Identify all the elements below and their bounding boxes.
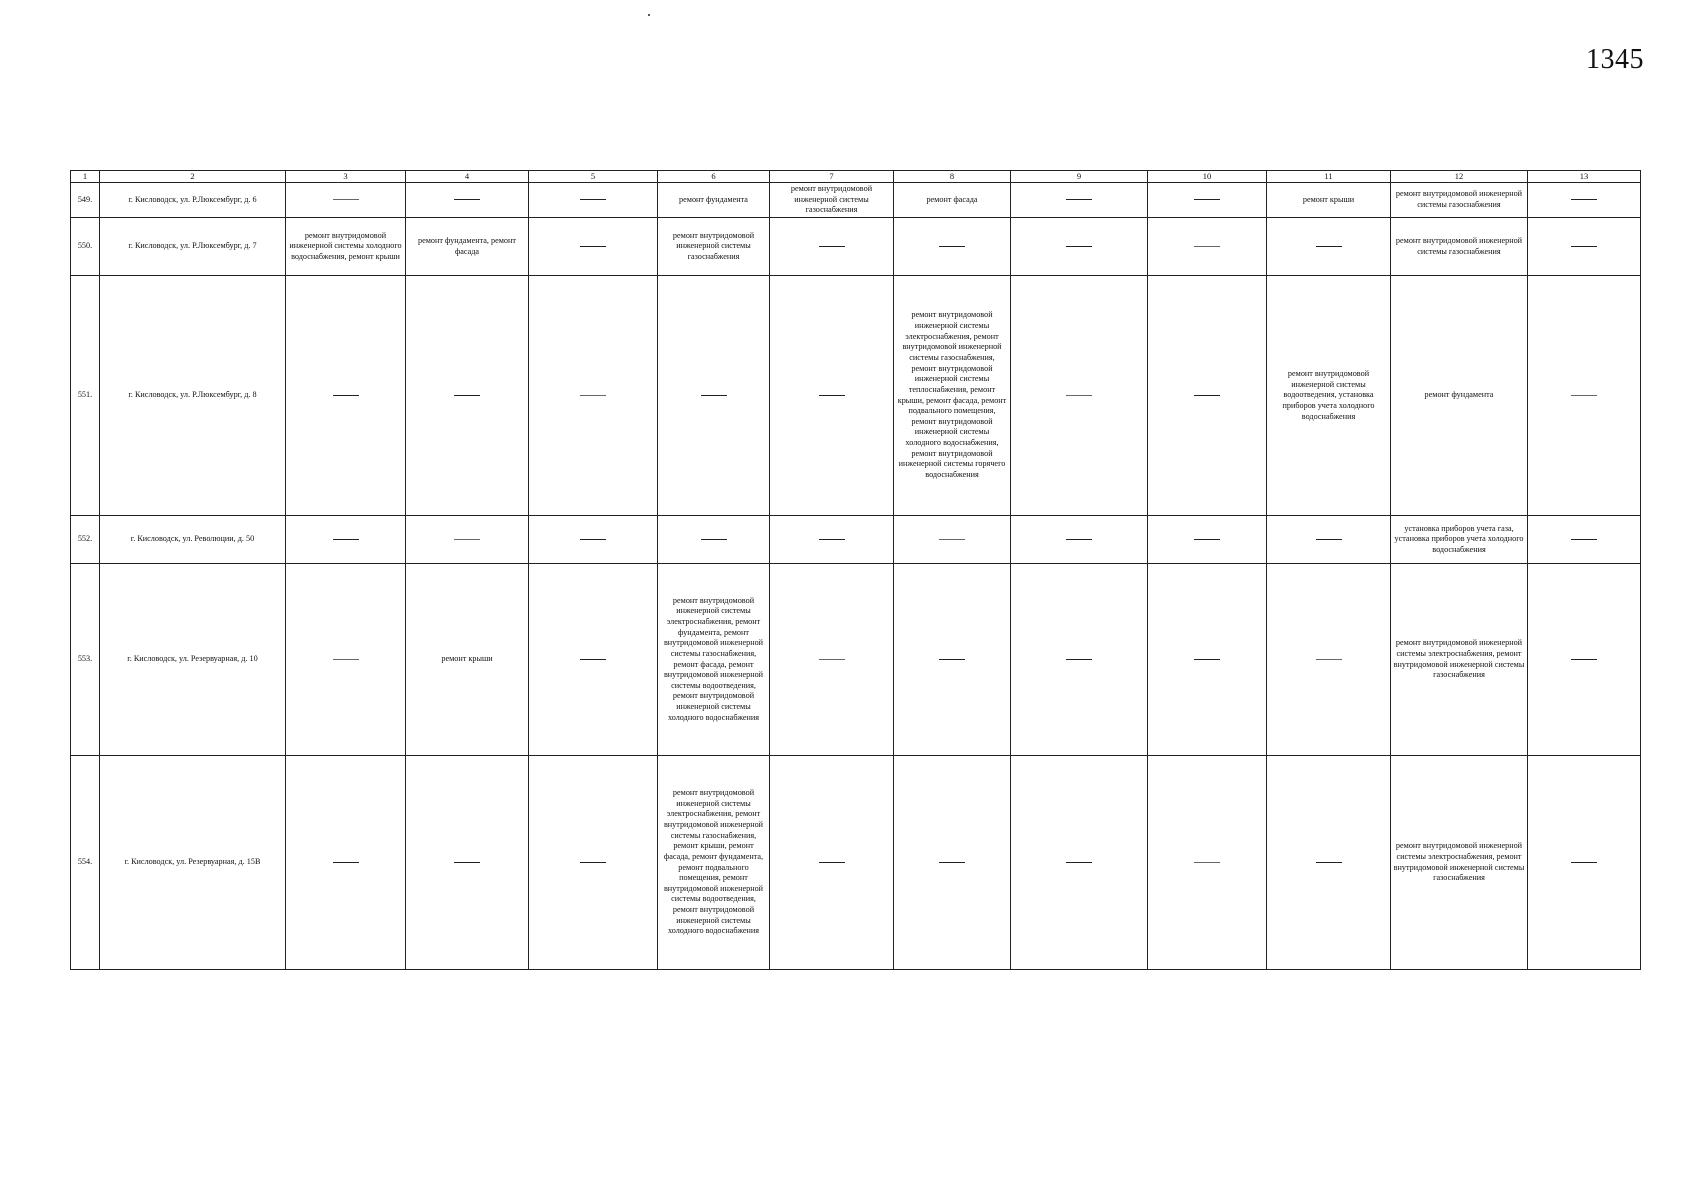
empty-dash-cell: [770, 516, 894, 564]
empty-dash-cell: [286, 516, 406, 564]
column-header-12: 12: [1391, 171, 1528, 183]
empty-dash-cell: [286, 756, 406, 970]
column-header-8: 8: [894, 171, 1011, 183]
work-type-cell: ремонт крыши: [406, 564, 529, 756]
column-header-2: 2: [100, 171, 286, 183]
dash-mark: [1066, 199, 1092, 200]
empty-dash-cell: [1011, 218, 1148, 276]
dash-mark: [580, 539, 606, 540]
dash-mark: [580, 246, 606, 247]
empty-dash-cell: [529, 218, 658, 276]
work-type-cell: ремонт фундамента, ремонт фасада: [406, 218, 529, 276]
column-header-5: 5: [529, 171, 658, 183]
dash-mark: [333, 862, 359, 863]
work-type-cell: ремонт фундамента: [1391, 276, 1528, 516]
work-type-cell: ремонт внутридомовой инженерной системы электроснабжения, ремонт фундамента, ремонт внутридомовой инженерной системы газоснабжения, ремонт фасада, ремонт внутридомовой инженерной системы водоотведения, ремонт внутридомовой инженерной системы холодного водоснабжения: [658, 564, 770, 756]
column-header-4: 4: [406, 171, 529, 183]
table-row: [71, 516, 1641, 564]
scan-speck: [648, 14, 650, 16]
header-row: [71, 171, 1641, 183]
address-cell: г. Кисловодск, ул. Р.Люксембург, д. 6: [100, 183, 286, 218]
dash-mark: [1316, 246, 1342, 247]
work-type-cell: ремонт внутридомовой инженерной системы электроснабжения, ремонт внутридомовой инженерной системы газоснабжения: [1391, 564, 1528, 756]
dash-mark: [1194, 246, 1220, 247]
dash-mark: [333, 199, 359, 200]
dash-mark: [1571, 539, 1597, 540]
dash-mark: [580, 659, 606, 660]
empty-dash-cell: [406, 183, 529, 218]
empty-dash-cell: [406, 756, 529, 970]
work-type-cell: ремонт внутридомовой инженерной системы холодного водоснабжения, ремонт крыши: [286, 218, 406, 276]
dash-mark: [1194, 395, 1220, 396]
empty-dash-cell: [1267, 756, 1391, 970]
empty-dash-cell: [1011, 516, 1148, 564]
empty-dash-cell: [894, 564, 1011, 756]
dash-mark: [819, 862, 845, 863]
dash-mark: [1066, 539, 1092, 540]
empty-dash-cell: [658, 276, 770, 516]
empty-dash-cell: [1148, 218, 1267, 276]
empty-dash-cell: [286, 564, 406, 756]
row-number: 554.: [71, 756, 100, 970]
empty-dash-cell: [770, 218, 894, 276]
dash-mark: [819, 539, 845, 540]
dash-mark: [1571, 246, 1597, 247]
empty-dash-cell: [894, 218, 1011, 276]
work-type-cell: ремонт внутридомовой инженерной системы электроснабжения, ремонт внутридомовой инженерной системы газоснабжения, ремонт крыши, ремонт фасада, ремонт фундамента, ремонт подвального помещения, ремонт внутридомовой инженерной системы водоотведения, ремонт внутридомовой инженерной системы холодного водоснабжения: [658, 756, 770, 970]
work-type-cell: ремонт внутридомовой инженерной системы электроснабжения, ремонт внутридомовой инженерной системы газоснабжения, ремонт внутридомовой инженерной системы теплоснабжения, ремонт крыши, ремонт фасада, ремонт подвального помещения, ремонт внутридомовой инженерной системы холодного водоснабжения, ремонт внутридомовой инженерной системы горячего водоснабжения: [894, 276, 1011, 516]
dash-mark: [819, 659, 845, 660]
work-type-cell: ремонт фасада: [894, 183, 1011, 218]
column-header-3: 3: [286, 171, 406, 183]
empty-dash-cell: [406, 276, 529, 516]
empty-dash-cell: [770, 756, 894, 970]
dash-mark: [1316, 862, 1342, 863]
row-number: 549.: [71, 183, 100, 218]
dash-mark: [580, 395, 606, 396]
table-row: [71, 564, 1641, 756]
repair-schedule-table: [70, 170, 1641, 970]
column-header-13: 13: [1528, 171, 1641, 183]
empty-dash-cell: [1267, 516, 1391, 564]
empty-dash-cell: [1148, 276, 1267, 516]
row-number: 553.: [71, 564, 100, 756]
address-cell: г. Кисловодск, ул. Резервуарная, д. 10: [100, 564, 286, 756]
dash-mark: [1571, 395, 1597, 396]
work-type-cell: ремонт внутридомовой инженерной системы водоотведения, установка приборов учета холодного водоснабжения: [1267, 276, 1391, 516]
address-cell: г. Кисловодск, ул. Р.Люксембург, д. 8: [100, 276, 286, 516]
address-cell: г. Кисловодск, ул. Резервуарная, д. 15В: [100, 756, 286, 970]
page-number: 1345: [1586, 44, 1644, 75]
empty-dash-cell: [1528, 516, 1641, 564]
empty-dash-cell: [1011, 564, 1148, 756]
empty-dash-cell: [1528, 756, 1641, 970]
column-header-6: 6: [658, 171, 770, 183]
work-type-cell: установка приборов учета газа, установка приборов учета холодного водоснабжения: [1391, 516, 1528, 564]
table-row: [71, 756, 1641, 970]
work-type-cell: ремонт внутридомовой инженерной системы газоснабжения: [1391, 218, 1528, 276]
empty-dash-cell: [1011, 183, 1148, 218]
column-header-9: 9: [1011, 171, 1148, 183]
address-cell: г. Кисловодск, ул. Р.Люксембург, д. 7: [100, 218, 286, 276]
row-number: 550.: [71, 218, 100, 276]
empty-dash-cell: [1148, 756, 1267, 970]
dash-mark: [939, 862, 965, 863]
work-type-cell: ремонт фундамента: [658, 183, 770, 218]
empty-dash-cell: [286, 183, 406, 218]
row-number: 552.: [71, 516, 100, 564]
dash-mark: [701, 539, 727, 540]
dash-mark: [1066, 246, 1092, 247]
empty-dash-cell: [1528, 183, 1641, 218]
empty-dash-cell: [529, 276, 658, 516]
empty-dash-cell: [770, 276, 894, 516]
empty-dash-cell: [1148, 564, 1267, 756]
dash-mark: [1194, 199, 1220, 200]
dash-mark: [701, 395, 727, 396]
empty-dash-cell: [894, 756, 1011, 970]
dash-mark: [939, 659, 965, 660]
dash-mark: [819, 246, 845, 247]
dash-mark: [1066, 659, 1092, 660]
column-header-10: 10: [1148, 171, 1267, 183]
empty-dash-cell: [1267, 218, 1391, 276]
work-type-cell: ремонт внутридомовой инженерной системы электроснабжения, ремонт внутридомовой инженерной системы газоснабжения: [1391, 756, 1528, 970]
table-body: [71, 183, 1641, 970]
dash-mark: [939, 246, 965, 247]
dash-mark: [454, 395, 480, 396]
empty-dash-cell: [658, 516, 770, 564]
dash-mark: [333, 395, 359, 396]
dash-mark: [333, 539, 359, 540]
empty-dash-cell: [1148, 516, 1267, 564]
table-row: [71, 276, 1641, 516]
work-type-cell: ремонт внутридомовой инженерной системы газоснабжения: [658, 218, 770, 276]
table-row: [71, 218, 1641, 276]
dash-mark: [333, 659, 359, 660]
dash-mark: [1316, 539, 1342, 540]
empty-dash-cell: [529, 516, 658, 564]
empty-dash-cell: [770, 564, 894, 756]
dash-mark: [454, 199, 480, 200]
empty-dash-cell: [529, 756, 658, 970]
address-cell: г. Кисловодск, ул. Революции, д. 50: [100, 516, 286, 564]
work-type-cell: ремонт крыши: [1267, 183, 1391, 218]
dash-mark: [1066, 862, 1092, 863]
dash-mark: [1571, 659, 1597, 660]
empty-dash-cell: [529, 564, 658, 756]
dash-mark: [454, 862, 480, 863]
column-header-1: 1: [71, 171, 100, 183]
empty-dash-cell: [1267, 564, 1391, 756]
empty-dash-cell: [1148, 183, 1267, 218]
work-type-cell: ремонт внутридомовой инженерной системы газоснабжения: [1391, 183, 1528, 218]
dash-mark: [1316, 659, 1342, 660]
empty-dash-cell: [1528, 218, 1641, 276]
dash-mark: [1571, 199, 1597, 200]
row-number: 551.: [71, 276, 100, 516]
empty-dash-cell: [529, 183, 658, 218]
table-row: [71, 183, 1641, 218]
empty-dash-cell: [1528, 276, 1641, 516]
dash-mark: [1194, 659, 1220, 660]
dash-mark: [1066, 395, 1092, 396]
dash-mark: [1571, 862, 1597, 863]
work-type-cell: ремонт внутридомовой инженерной системы газоснабжения: [770, 183, 894, 218]
dash-mark: [580, 199, 606, 200]
empty-dash-cell: [1011, 276, 1148, 516]
empty-dash-cell: [1528, 564, 1641, 756]
dash-mark: [580, 862, 606, 863]
dash-mark: [1194, 862, 1220, 863]
dash-mark: [819, 395, 845, 396]
column-header-11: 11: [1267, 171, 1391, 183]
dash-mark: [939, 539, 965, 540]
empty-dash-cell: [1011, 756, 1148, 970]
empty-dash-cell: [406, 516, 529, 564]
empty-dash-cell: [894, 516, 1011, 564]
dash-mark: [454, 539, 480, 540]
empty-dash-cell: [286, 276, 406, 516]
dash-mark: [1194, 539, 1220, 540]
column-header-7: 7: [770, 171, 894, 183]
